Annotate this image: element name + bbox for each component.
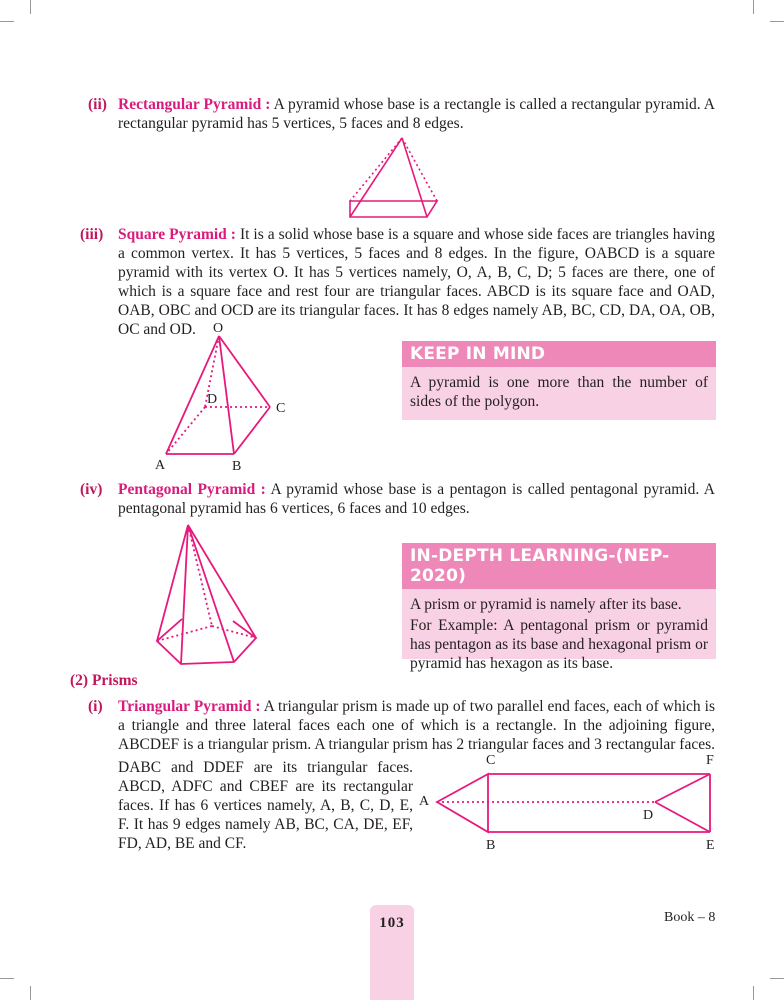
triangular-prism-paragraph bbox=[88, 697, 715, 754]
crop-mark bbox=[0, 978, 14, 979]
vertex-label-a: A bbox=[155, 458, 166, 473]
crop-mark bbox=[770, 978, 784, 979]
item-number: (iii) bbox=[80, 226, 104, 243]
square-pyramid-title: Square Pyramid : bbox=[118, 226, 236, 243]
crop-mark bbox=[30, 0, 31, 14]
crop-mark bbox=[753, 986, 754, 1000]
vertex-label-c: C bbox=[276, 401, 286, 416]
pentagonal-pyramid-text: A pyramid whose base is a pentagon is called pentagonal pyramid. A pentagonal pyramid has 6 vertices, 6 faces and 10 edges. bbox=[118, 481, 715, 517]
vertex-label-a: A bbox=[419, 794, 430, 809]
square-pyramid-text: It is a solid whose base is a square and whose side faces are triangles having a common vertex. It has 5 vertices, 5 faces and 8 edges. In the figure, OABCD is a square pyramid with its vertex O. It has 5 vertices namely, O, A, B, C, D; 5 faces are there, one of which is a square face and rest four are triangular faces. ABCD is its square face and OAD, OAB, OBC and OCD are its triangular faces. It has 8 edges namely AB, BC, CD, DA, OA, OB, OC and OD. bbox=[118, 226, 715, 338]
vertex-label-b: B bbox=[486, 838, 496, 853]
rectangular-pyramid-figure bbox=[340, 135, 440, 220]
keep-in-mind-title: KEEP IN MIND bbox=[402, 341, 716, 367]
item-number: (i) bbox=[88, 698, 103, 715]
vertex-label-e: E bbox=[706, 838, 715, 853]
in-depth-learning-line1: A prism or pyramid is namely after its base. bbox=[410, 596, 682, 613]
item-number: (iv) bbox=[80, 481, 103, 498]
triangular-prism-details: DABC and DDEF are its triangular faces. ABCD, ADFC and CBEF are its rectangular faces. If has 6 vertices namely, A, B, C, D, E, F. It has 9 edges namely AB, BC, CA, DE, EF, FD, AD, BE and CF. bbox=[118, 759, 413, 852]
triangular-prism-text: A triangular prism is made up of two parallel end faces, each of which is a triangle and three lateral faces each one of which is a rectangle. In the adjoining figure, ABCDEF is a triangular prism. A triangular prism has 2 triangular faces and 3 rectangular faces. bbox=[118, 698, 716, 753]
crop-mark bbox=[30, 986, 31, 1000]
pentagonal-pyramid-figure bbox=[150, 520, 290, 665]
vertex-label-f: F bbox=[706, 753, 714, 768]
book-label: Book – 8 bbox=[664, 910, 716, 925]
triangular-prism-title: Triangular Pyramid : bbox=[118, 698, 261, 715]
item-number: (ii) bbox=[88, 96, 107, 113]
vertex-label-d: D bbox=[643, 808, 654, 823]
rectangular-pyramid-paragraph bbox=[88, 95, 715, 133]
square-pyramid-paragraph bbox=[80, 225, 715, 339]
rectangular-pyramid-text: A pyramid whose base is a rectangle is called a rectangular pyramid. A rectangular pyramid has 5 vertices, 5 faces and 8 edges. bbox=[118, 96, 715, 132]
page-number: 103 bbox=[379, 915, 405, 931]
page-number-tab bbox=[370, 905, 414, 1000]
prisms-heading: (2) Prisms bbox=[70, 672, 138, 689]
crop-mark bbox=[753, 0, 754, 14]
triangular-prism-figure bbox=[425, 760, 725, 840]
crop-mark bbox=[0, 21, 14, 22]
square-pyramid-figure bbox=[150, 330, 290, 465]
pentagonal-pyramid-paragraph bbox=[80, 480, 715, 518]
keep-in-mind-text: A pyramid is one more than the number of sides of the polygon. bbox=[410, 374, 708, 410]
crop-mark bbox=[770, 21, 784, 22]
in-depth-learning-line2: For Example: A pentagonal prism or pyramid has pentagon as its base and hexagonal prism or pyramid has hexagon as its base. bbox=[410, 617, 708, 672]
keep-in-mind-box bbox=[402, 341, 716, 420]
pentagonal-pyramid-title: Pentagonal Pyramid : bbox=[118, 481, 266, 498]
vertex-label-b: B bbox=[232, 459, 242, 474]
vertex-label-c: C bbox=[486, 753, 496, 768]
vertex-label-o: O bbox=[213, 321, 224, 336]
in-depth-learning-box bbox=[402, 543, 716, 672]
in-depth-learning-title: IN-DEPTH LEARNING-(NEP-2020) bbox=[402, 543, 716, 589]
vertex-label-d: D bbox=[207, 392, 218, 407]
rectangular-pyramid-title: Rectangular Pyramid : bbox=[118, 96, 271, 113]
